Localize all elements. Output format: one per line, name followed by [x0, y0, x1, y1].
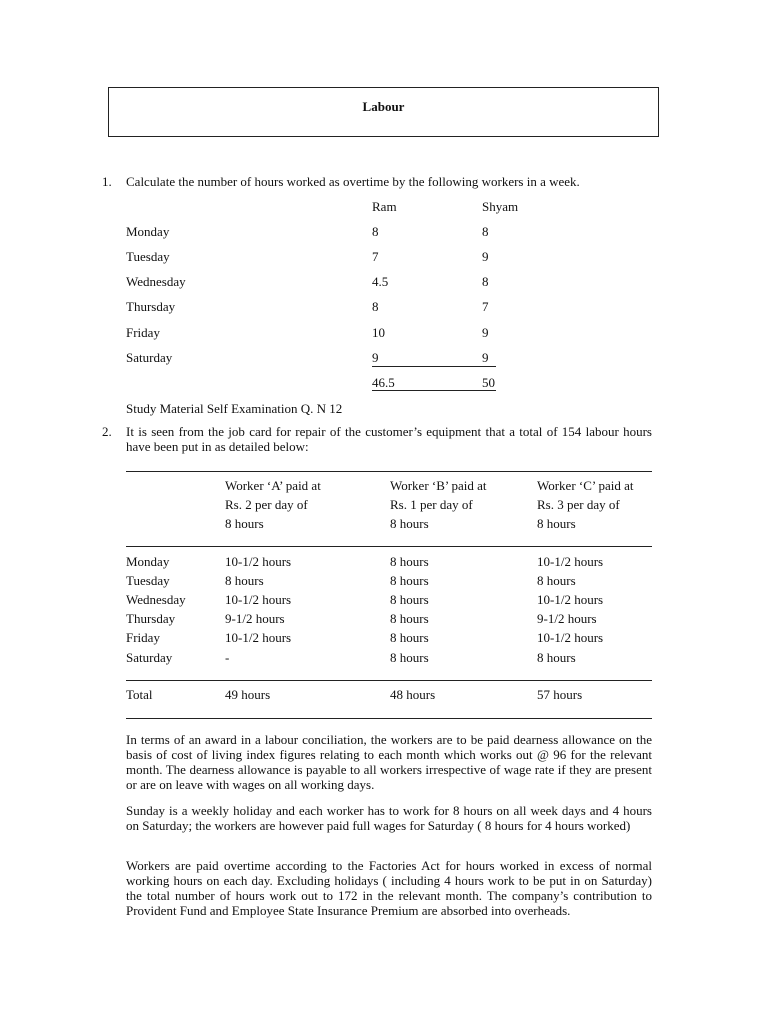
paragraph-sunday-holiday: Sunday is a weekly holiday and each worker has to work for 8 hours on all week days and 4 hours on Saturday; the workers are however paid full wages for Saturday ( 8 hours for 4 hours worked): [126, 803, 652, 833]
q2-worker-c-hours: 8 hours: [537, 573, 576, 588]
page-title: Labour: [362, 99, 405, 114]
q2-worker-c-hours: 10-1/2 hours: [537, 592, 604, 607]
q1-ram-value: 4.5: [372, 274, 389, 289]
total-worker-a: 49 hours: [225, 687, 271, 702]
q2-worker-a-hours: 9-1/2 hours: [225, 611, 285, 626]
table-rule-header: [126, 546, 652, 547]
worker-a-header: Worker ‘A’ paid at Rs. 2 per day of 8 hours: [225, 478, 321, 531]
q2-worker-a-hours: 10-1/2 hours: [225, 630, 292, 645]
worker-b-header: Worker ‘B’ paid at Rs. 1 per day of 8 hours: [390, 478, 487, 531]
q2-day: Saturday: [126, 650, 173, 665]
q1-ram-value: 8: [372, 299, 379, 314]
q1-ram-value: 9: [372, 350, 379, 365]
q2-worker-a-hours: -: [225, 650, 230, 665]
q2-worker-a-hours: 10-1/2 hours: [225, 592, 292, 607]
q2-worker-c-hours: 9-1/2 hours: [537, 611, 597, 626]
q1-day: Saturday: [126, 350, 173, 365]
q2-worker-b-hours: 8 hours: [390, 573, 429, 588]
table-rule-top: [126, 471, 652, 472]
q1-number: 1.: [102, 174, 112, 189]
q2-day: Monday: [126, 554, 170, 569]
q2-worker-b-hours: 8 hours: [390, 630, 429, 645]
q1-day: Wednesday: [126, 274, 186, 289]
q1-day: Monday: [126, 224, 170, 239]
table-rule-before-total: [126, 680, 652, 681]
total-label: Total: [126, 687, 153, 702]
worker-c-header: Worker ‘C’ paid at Rs. 3 per day of 8 hours: [537, 478, 634, 531]
q2-worker-b-hours: 8 hours: [390, 611, 429, 626]
q2-worker-c-hours: 8 hours: [537, 650, 576, 665]
q1-day: Friday: [126, 325, 160, 340]
q2-number: 2.: [102, 424, 112, 439]
q1-text: Calculate the number of hours worked as overtime by the following workers in a week.: [126, 174, 580, 189]
q1-shyam-value: 9: [482, 325, 489, 340]
q1-ram-value: 8: [372, 224, 379, 239]
q2-worker-b-hours: 8 hours: [390, 650, 429, 665]
q2-day: Thursday: [126, 611, 176, 626]
q1-total-shyam: 50: [482, 375, 495, 390]
q1-shyam-value: 7: [482, 299, 489, 314]
q2-day: Friday: [126, 630, 160, 645]
q2-worker-c-hours: 10-1/2 hours: [537, 630, 604, 645]
q2-worker-b-hours: 8 hours: [390, 554, 429, 569]
q1-shyam-value: 8: [482, 224, 489, 239]
q2-worker-b-hours: 8 hours: [390, 592, 429, 607]
q1-shyam-value: 9: [482, 350, 489, 365]
q1-day: Thursday: [126, 299, 176, 314]
q1-total-ram: 46.5: [372, 375, 395, 390]
title-box: [108, 87, 659, 137]
q1-source: Study Material Self Examination Q. N 12: [126, 401, 343, 416]
q1-ram-value: 10: [372, 325, 385, 340]
q1-shyam-value: 8: [482, 274, 489, 289]
q1-col-ram: Ram: [372, 199, 397, 214]
q2-worker-c-hours: 10-1/2 hours: [537, 554, 604, 569]
q1-subtotal-underline: [372, 366, 496, 367]
q1-col-shyam: Shyam: [482, 199, 519, 214]
q1-shyam-value: 9: [482, 249, 489, 264]
q2-intro: It is seen from the job card for repair of the customer’s equipment that a total of 154 labour hours have been put in as detailed below:: [126, 424, 652, 454]
q2-day: Tuesday: [126, 573, 170, 588]
total-worker-b: 48 hours: [390, 687, 436, 702]
q2-worker-a-hours: 8 hours: [225, 573, 264, 588]
total-worker-c: 57 hours: [537, 687, 583, 702]
q1-day: Tuesday: [126, 249, 170, 264]
paragraph-overtime: Workers are paid overtime according to the Factories Act for hours worked in excess of normal working hours on each day. Excluding holidays ( including 4 hours work to be put in on Saturday) the total number of hours work out to 172 in the relevant month. The company’s contribution to Provident Fund and Employee State Insurance Premium are absorbed into overheads.: [126, 858, 652, 918]
paragraph-dearness-allowance: In terms of an award in a labour conciliation, the workers are to be paid dearness allowance on the basis of cost of living index figures relating to each month which works out @ 96 for the relevant month. The dearness allowance is payable to all workers irrespective of wage rate if they are present or are on leave with wages on all working days.: [126, 732, 652, 792]
q1-total-underline: [372, 390, 496, 391]
q2-day: Wednesday: [126, 592, 186, 607]
table-rule-bottom: [126, 718, 652, 719]
q1-ram-value: 7: [372, 249, 379, 264]
q2-worker-a-hours: 10-1/2 hours: [225, 554, 292, 569]
